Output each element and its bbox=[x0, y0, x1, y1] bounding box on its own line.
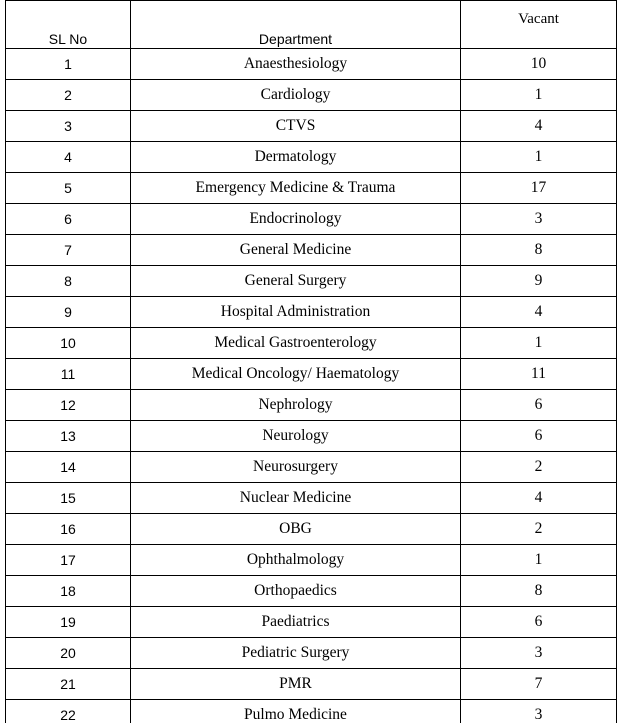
table-row bbox=[6, 142, 617, 173]
table-row bbox=[6, 452, 617, 483]
vacant-cell: 6 bbox=[461, 607, 617, 638]
department-cell: Emergency Medicine & Trauma bbox=[131, 173, 461, 204]
table-row bbox=[6, 700, 617, 723]
vacant-cell: 11 bbox=[461, 359, 617, 390]
table-row bbox=[6, 514, 617, 545]
table-row bbox=[6, 576, 617, 607]
sl-no-cell: 8 bbox=[6, 266, 131, 297]
sl-no-cell: 20 bbox=[6, 638, 131, 669]
department-cell: Medical Oncology/ Haematology bbox=[131, 359, 461, 390]
sl-no-cell: 2 bbox=[6, 80, 131, 111]
table-row bbox=[6, 173, 617, 204]
vacant-cell: 2 bbox=[461, 514, 617, 545]
table-row bbox=[6, 266, 617, 297]
vacant-cell: 3 bbox=[461, 638, 617, 669]
department-cell: OBG bbox=[131, 514, 461, 545]
department-cell: Orthopaedics bbox=[131, 576, 461, 607]
department-cell: Neurosurgery bbox=[131, 452, 461, 483]
vacant-cell: 17 bbox=[461, 173, 617, 204]
vacant-cell: 1 bbox=[461, 328, 617, 359]
sl-no-cell: 11 bbox=[6, 359, 131, 390]
table-row bbox=[6, 49, 617, 80]
vacant-cell: 1 bbox=[461, 545, 617, 576]
header-sl-no: SL No bbox=[6, 1, 131, 49]
vacant-cell: 3 bbox=[461, 700, 617, 723]
sl-no-cell: 7 bbox=[6, 235, 131, 266]
department-cell: PMR bbox=[131, 669, 461, 700]
department-cell: Ophthalmology bbox=[131, 545, 461, 576]
table-header bbox=[6, 1, 617, 49]
sl-no-cell: 6 bbox=[6, 204, 131, 235]
sl-no-cell: 5 bbox=[6, 173, 131, 204]
table-row bbox=[6, 359, 617, 390]
department-cell: Pediatric Surgery bbox=[131, 638, 461, 669]
vacant-cell: 2 bbox=[461, 452, 617, 483]
table-row bbox=[6, 235, 617, 266]
vacant-cell: 4 bbox=[461, 297, 617, 328]
department-cell: Endocrinology bbox=[131, 204, 461, 235]
table-row bbox=[6, 638, 617, 669]
sl-no-cell: 10 bbox=[6, 328, 131, 359]
sl-no-cell: 17 bbox=[6, 545, 131, 576]
vacant-cell: 3 bbox=[461, 204, 617, 235]
sl-no-cell: 12 bbox=[6, 390, 131, 421]
department-cell: Nuclear Medicine bbox=[131, 483, 461, 514]
table-row bbox=[6, 545, 617, 576]
vacant-cell: 6 bbox=[461, 390, 617, 421]
department-cell: Neurology bbox=[131, 421, 461, 452]
sl-no-cell: 21 bbox=[6, 669, 131, 700]
header-vacant: Vacant bbox=[461, 1, 617, 49]
sl-no-cell: 3 bbox=[6, 111, 131, 142]
vacant-cell: 1 bbox=[461, 80, 617, 111]
vacant-cell: 6 bbox=[461, 421, 617, 452]
vacancy-table bbox=[5, 0, 617, 723]
table-row bbox=[6, 204, 617, 235]
sl-no-cell: 16 bbox=[6, 514, 131, 545]
vacant-cell: 8 bbox=[461, 576, 617, 607]
sl-no-cell: 13 bbox=[6, 421, 131, 452]
department-cell: General Surgery bbox=[131, 266, 461, 297]
department-cell: Dermatology bbox=[131, 142, 461, 173]
sl-no-cell: 4 bbox=[6, 142, 131, 173]
vacant-cell: 10 bbox=[461, 49, 617, 80]
table-row bbox=[6, 111, 617, 142]
table-row bbox=[6, 607, 617, 638]
department-cell: Hospital Administration bbox=[131, 297, 461, 328]
vacant-cell: 1 bbox=[461, 142, 617, 173]
department-cell: Cardiology bbox=[131, 80, 461, 111]
sl-no-cell: 22 bbox=[6, 700, 131, 723]
department-cell: CTVS bbox=[131, 111, 461, 142]
department-cell: Anaesthesiology bbox=[131, 49, 461, 80]
vacant-cell: 9 bbox=[461, 266, 617, 297]
sl-no-cell: 14 bbox=[6, 452, 131, 483]
sl-no-cell: 1 bbox=[6, 49, 131, 80]
department-cell: Pulmo Medicine bbox=[131, 700, 461, 723]
table-row bbox=[6, 421, 617, 452]
table-row bbox=[6, 669, 617, 700]
table-row bbox=[6, 80, 617, 111]
table-row bbox=[6, 297, 617, 328]
department-cell: Medical Gastroenterology bbox=[131, 328, 461, 359]
sl-no-cell: 15 bbox=[6, 483, 131, 514]
department-cell: Nephrology bbox=[131, 390, 461, 421]
table-row bbox=[6, 328, 617, 359]
department-cell: General Medicine bbox=[131, 235, 461, 266]
table-body bbox=[6, 49, 617, 723]
sl-no-cell: 9 bbox=[6, 297, 131, 328]
vacant-cell: 8 bbox=[461, 235, 617, 266]
table-row bbox=[6, 483, 617, 514]
sl-no-cell: 18 bbox=[6, 576, 131, 607]
header-department: Department bbox=[131, 1, 461, 49]
vacant-cell: 7 bbox=[461, 669, 617, 700]
vacant-cell: 4 bbox=[461, 111, 617, 142]
header-row bbox=[6, 1, 617, 49]
vacant-cell: 4 bbox=[461, 483, 617, 514]
table-row bbox=[6, 390, 617, 421]
sl-no-cell: 19 bbox=[6, 607, 131, 638]
department-cell: Paediatrics bbox=[131, 607, 461, 638]
